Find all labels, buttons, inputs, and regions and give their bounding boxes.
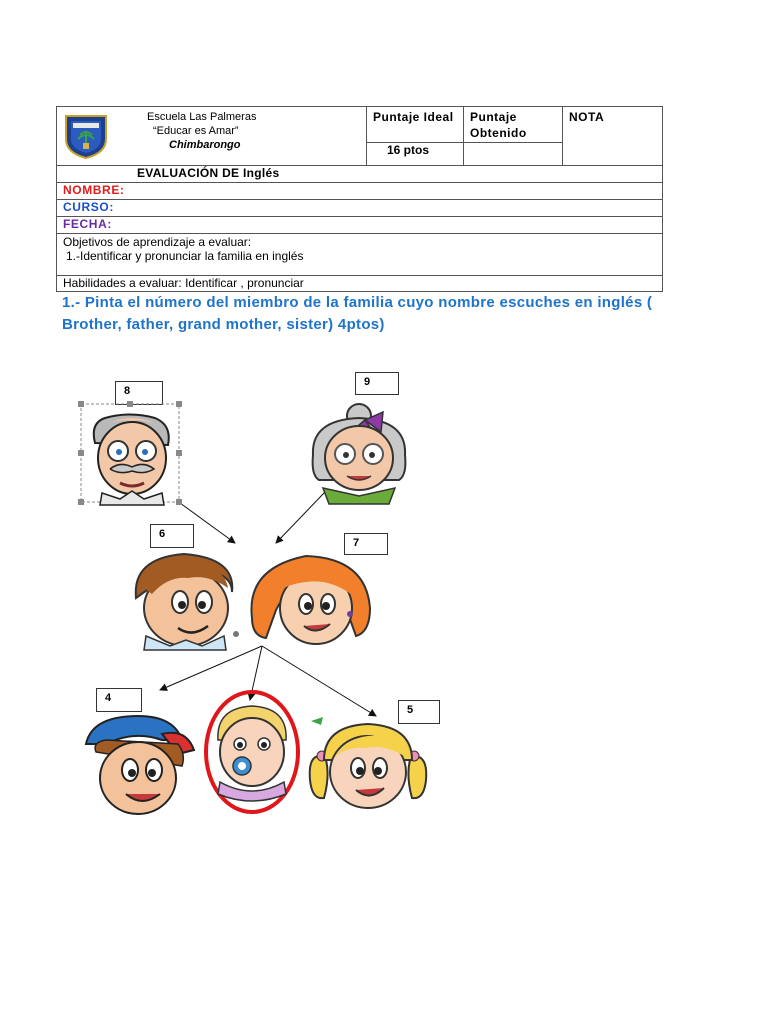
number-box-mother[interactable]: 7 (344, 533, 388, 555)
student-name-field[interactable]: NOMBRE: (57, 183, 663, 200)
objective-item: 1.-Identificar y pronunciar la familia en inglés (66, 249, 304, 263)
mother-icon[interactable] (246, 548, 374, 648)
ideal-score-label: Puntaje Ideal (367, 107, 464, 143)
number-box-brother[interactable]: 4 (96, 688, 142, 712)
school-city: Chimbarongo (169, 139, 241, 151)
course-field[interactable]: CURSO: (57, 200, 663, 217)
arrow-brother (160, 646, 262, 690)
grandfather-icon[interactable] (80, 403, 182, 505)
number-box-grandmother[interactable]: 9 (355, 372, 399, 395)
objectives-title: Objetivos de aprendizaje a evaluar: (63, 235, 252, 249)
number-box-sister[interactable]: 5 (398, 700, 440, 724)
school-name: Escuela Las Palmeras (147, 111, 257, 123)
father-icon[interactable] (128, 548, 242, 650)
grade-label: NOTA (563, 107, 663, 166)
baby-icon[interactable] (202, 690, 302, 816)
skills-text: Habilidades a evaluar: Identificar , pronunciar (57, 276, 663, 292)
date-field[interactable]: FECHA: (57, 217, 663, 234)
sister-icon[interactable] (306, 716, 430, 812)
brother-icon[interactable] (82, 714, 196, 818)
number-box-father[interactable]: 6 (150, 524, 194, 548)
grandmother-icon[interactable] (303, 400, 415, 504)
leaf-fragment-icon (310, 716, 324, 726)
instruction-text: 1.- Pinta el número del miembro de la familia cuyo nombre escuches en inglés ( Brother, father, grand mother, sister) 4ptos) (62, 294, 653, 333)
school-motto: “Educar es Amar” (153, 125, 239, 137)
obtained-score-label: Puntaje Obtenido (464, 107, 563, 143)
number-box-grandfather[interactable]: 8 (115, 381, 163, 405)
evaluation-title: EVALUACIÓN DE Inglés (57, 166, 663, 183)
ideal-points-value: 16 ptos (367, 142, 464, 165)
